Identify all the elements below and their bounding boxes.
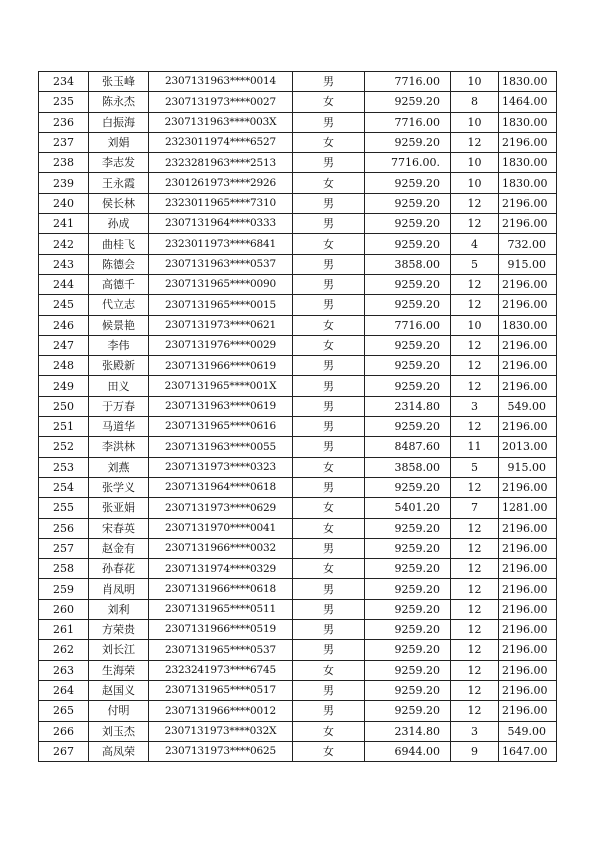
name-cell: 张殿新	[89, 356, 149, 376]
name-cell: 刘娟	[89, 132, 149, 152]
name-cell: 宋春英	[89, 518, 149, 538]
id-number-cell: 2307131965****0537	[149, 640, 293, 660]
table-row	[39, 741, 557, 761]
row-number-cell: 253	[39, 457, 89, 477]
table-row	[39, 112, 557, 132]
row-number-cell: 234	[39, 72, 89, 92]
id-number-cell: 2323011965****7310	[149, 193, 293, 213]
row-number-cell: 258	[39, 559, 89, 579]
id-number-cell: 2307131976****0029	[149, 335, 293, 355]
table-row	[39, 92, 557, 112]
amount-cell: 7716.00	[365, 112, 451, 132]
table-row	[39, 477, 557, 497]
amount-cell: 9259.20	[365, 518, 451, 538]
gender-cell: 男	[293, 112, 365, 132]
table-row	[39, 173, 557, 193]
months-cell: 12	[451, 295, 499, 315]
row-number-cell: 244	[39, 274, 89, 294]
id-number-cell: 2323241973****6745	[149, 660, 293, 680]
name-cell: 王永霞	[89, 173, 149, 193]
amount-cell: 9259.20	[365, 132, 451, 152]
amount-cell: 9259.20	[365, 680, 451, 700]
amount-cell: 9259.20	[365, 559, 451, 579]
id-number-cell: 2307131966****0519	[149, 620, 293, 640]
id-number-cell: 2307131963****0014	[149, 72, 293, 92]
amount-cell: 9259.20	[365, 234, 451, 254]
name-cell: 生海荣	[89, 660, 149, 680]
table-row	[39, 559, 557, 579]
id-number-cell: 2307131965****0015	[149, 295, 293, 315]
table-row	[39, 599, 557, 619]
months-cell: 12	[451, 477, 499, 497]
row-number-cell: 245	[39, 295, 89, 315]
subsidy-cell: 2196.00	[499, 559, 557, 579]
table-row	[39, 579, 557, 599]
amount-cell: 9259.20	[365, 376, 451, 396]
gender-cell: 男	[293, 538, 365, 558]
name-cell: 候景艳	[89, 315, 149, 335]
row-number-cell: 252	[39, 437, 89, 457]
row-number-cell: 267	[39, 741, 89, 761]
id-number-cell: 2323011974****6527	[149, 132, 293, 152]
id-number-cell: 2307131966****0012	[149, 701, 293, 721]
months-cell: 12	[451, 559, 499, 579]
name-cell: 刘长江	[89, 640, 149, 660]
name-cell: 田义	[89, 376, 149, 396]
months-cell: 10	[451, 112, 499, 132]
subsidy-cell: 2196.00	[499, 214, 557, 234]
amount-cell: 3858.00	[365, 254, 451, 274]
subsidy-cell: 1281.00	[499, 498, 557, 518]
name-cell: 孙春花	[89, 559, 149, 579]
amount-cell: 9259.20	[365, 477, 451, 497]
months-cell: 4	[451, 234, 499, 254]
id-number-cell: 2307131963****0537	[149, 254, 293, 274]
id-number-cell: 2307131964****0333	[149, 214, 293, 234]
table-body	[39, 72, 557, 762]
table-row	[39, 193, 557, 213]
months-cell: 10	[451, 72, 499, 92]
subsidy-cell: 2196.00	[499, 132, 557, 152]
gender-cell: 男	[293, 254, 365, 274]
row-number-cell: 247	[39, 335, 89, 355]
id-number-cell: 2307131965****0090	[149, 274, 293, 294]
gender-cell: 男	[293, 437, 365, 457]
subsidy-cell: 2196.00	[499, 640, 557, 660]
gender-cell: 男	[293, 701, 365, 721]
gender-cell: 女	[293, 173, 365, 193]
table-row	[39, 214, 557, 234]
months-cell: 12	[451, 538, 499, 558]
gender-cell: 女	[293, 721, 365, 741]
months-cell: 11	[451, 437, 499, 457]
table-row	[39, 153, 557, 173]
amount-cell: 8487.60	[365, 437, 451, 457]
id-number-cell: 2307131966****0618	[149, 579, 293, 599]
gender-cell: 男	[293, 376, 365, 396]
id-number-cell: 2307131965****001X	[149, 376, 293, 396]
id-number-cell: 2307131963****0055	[149, 437, 293, 457]
name-cell: 李洪林	[89, 437, 149, 457]
row-number-cell: 251	[39, 417, 89, 437]
row-number-cell: 259	[39, 579, 89, 599]
amount-cell: 9259.20	[365, 335, 451, 355]
data-table	[38, 71, 557, 762]
name-cell: 张亚娟	[89, 498, 149, 518]
name-cell: 张玉峰	[89, 72, 149, 92]
table-row	[39, 376, 557, 396]
subsidy-cell: 2196.00	[499, 376, 557, 396]
amount-cell: 7716.00	[365, 315, 451, 335]
name-cell: 陈永杰	[89, 92, 149, 112]
id-number-cell: 2307131965****0511	[149, 599, 293, 619]
row-number-cell: 262	[39, 640, 89, 660]
name-cell: 付明	[89, 701, 149, 721]
id-number-cell: 2307131964****0618	[149, 477, 293, 497]
months-cell: 3	[451, 721, 499, 741]
months-cell: 8	[451, 92, 499, 112]
months-cell: 3	[451, 396, 499, 416]
row-number-cell: 242	[39, 234, 89, 254]
row-number-cell: 255	[39, 498, 89, 518]
table-row	[39, 680, 557, 700]
id-number-cell: 2307131973****0027	[149, 92, 293, 112]
id-number-cell: 2323011973****6841	[149, 234, 293, 254]
name-cell: 孙成	[89, 214, 149, 234]
gender-cell: 男	[293, 640, 365, 660]
amount-cell: 2314.80	[365, 721, 451, 741]
table-row	[39, 315, 557, 335]
row-number-cell: 239	[39, 173, 89, 193]
months-cell: 9	[451, 741, 499, 761]
amount-cell: 7716.00.	[365, 153, 451, 173]
amount-cell: 9259.20	[365, 173, 451, 193]
table-row	[39, 356, 557, 376]
amount-cell: 9259.20	[365, 599, 451, 619]
name-cell: 马道华	[89, 417, 149, 437]
table-row	[39, 72, 557, 92]
row-number-cell: 238	[39, 153, 89, 173]
subsidy-cell: 2196.00	[499, 660, 557, 680]
gender-cell: 女	[293, 498, 365, 518]
table-row	[39, 660, 557, 680]
row-number-cell: 265	[39, 701, 89, 721]
subsidy-cell: 2196.00	[499, 274, 557, 294]
name-cell: 高凤荣	[89, 741, 149, 761]
months-cell: 12	[451, 579, 499, 599]
row-number-cell: 266	[39, 721, 89, 741]
months-cell: 10	[451, 153, 499, 173]
name-cell: 刘利	[89, 599, 149, 619]
gender-cell: 女	[293, 335, 365, 355]
gender-cell: 男	[293, 599, 365, 619]
table-row	[39, 640, 557, 660]
subsidy-cell: 2196.00	[499, 701, 557, 721]
id-number-cell: 2307131973****032X	[149, 721, 293, 741]
id-number-cell: 2307131973****0621	[149, 315, 293, 335]
amount-cell: 9259.20	[365, 356, 451, 376]
subsidy-cell: 2196.00	[499, 579, 557, 599]
amount-cell: 9259.20	[365, 640, 451, 660]
id-number-cell: 2307131970****0041	[149, 518, 293, 538]
row-number-cell: 263	[39, 660, 89, 680]
amount-cell: 3858.00	[365, 457, 451, 477]
months-cell: 12	[451, 356, 499, 376]
gender-cell: 男	[293, 193, 365, 213]
row-number-cell: 237	[39, 132, 89, 152]
amount-cell: 9259.20	[365, 620, 451, 640]
name-cell: 高德千	[89, 274, 149, 294]
table-row	[39, 538, 557, 558]
name-cell: 陈德会	[89, 254, 149, 274]
name-cell: 赵国义	[89, 680, 149, 700]
subsidy-cell: 2196.00	[499, 295, 557, 315]
subsidy-cell: 1464.00	[499, 92, 557, 112]
subsidy-cell: 915.00	[499, 254, 557, 274]
subsidy-cell: 915.00	[499, 457, 557, 477]
subsidy-cell: 2196.00	[499, 538, 557, 558]
subsidy-cell: 549.00	[499, 396, 557, 416]
gender-cell: 女	[293, 315, 365, 335]
id-number-cell: 2307131974****0329	[149, 559, 293, 579]
amount-cell: 9259.20	[365, 295, 451, 315]
months-cell: 12	[451, 335, 499, 355]
row-number-cell: 246	[39, 315, 89, 335]
row-number-cell: 249	[39, 376, 89, 396]
name-cell: 肖凤明	[89, 579, 149, 599]
amount-cell: 9259.20	[365, 214, 451, 234]
subsidy-cell: 1830.00	[499, 72, 557, 92]
gender-cell: 女	[293, 518, 365, 538]
months-cell: 12	[451, 417, 499, 437]
months-cell: 10	[451, 315, 499, 335]
table-row	[39, 620, 557, 640]
name-cell: 方荣贵	[89, 620, 149, 640]
months-cell: 12	[451, 680, 499, 700]
gender-cell: 女	[293, 559, 365, 579]
gender-cell: 女	[293, 660, 365, 680]
gender-cell: 女	[293, 457, 365, 477]
subsidy-cell: 2196.00	[499, 680, 557, 700]
amount-cell: 9259.20	[365, 660, 451, 680]
id-number-cell: 2307131965****0517	[149, 680, 293, 700]
table-row	[39, 335, 557, 355]
row-number-cell: 236	[39, 112, 89, 132]
id-number-cell: 2307131966****0619	[149, 356, 293, 376]
subsidy-cell: 1830.00	[499, 112, 557, 132]
months-cell: 5	[451, 457, 499, 477]
gender-cell: 男	[293, 153, 365, 173]
table-row	[39, 274, 557, 294]
gender-cell: 男	[293, 396, 365, 416]
gender-cell: 男	[293, 680, 365, 700]
amount-cell: 6944.00	[365, 741, 451, 761]
name-cell: 白振海	[89, 112, 149, 132]
months-cell: 5	[451, 254, 499, 274]
months-cell: 12	[451, 274, 499, 294]
gender-cell: 男	[293, 356, 365, 376]
id-number-cell: 2307131963****0619	[149, 396, 293, 416]
row-number-cell: 261	[39, 620, 89, 640]
row-number-cell: 254	[39, 477, 89, 497]
row-number-cell: 241	[39, 214, 89, 234]
id-number-cell: 2307131966****0032	[149, 538, 293, 558]
table-row	[39, 417, 557, 437]
row-number-cell: 257	[39, 538, 89, 558]
subsidy-cell: 2196.00	[499, 193, 557, 213]
table-row	[39, 396, 557, 416]
subsidy-cell: 1647.00	[499, 741, 557, 761]
months-cell: 12	[451, 132, 499, 152]
gender-cell: 女	[293, 741, 365, 761]
subsidy-cell: 2196.00	[499, 335, 557, 355]
amount-cell: 9259.20	[365, 701, 451, 721]
name-cell: 刘燕	[89, 457, 149, 477]
table-row	[39, 295, 557, 315]
amount-cell: 7716.00	[365, 72, 451, 92]
months-cell: 12	[451, 640, 499, 660]
gender-cell: 男	[293, 72, 365, 92]
id-number-cell: 2323281963****2513	[149, 153, 293, 173]
gender-cell: 男	[293, 417, 365, 437]
row-number-cell: 250	[39, 396, 89, 416]
table-row	[39, 518, 557, 538]
months-cell: 12	[451, 620, 499, 640]
gender-cell: 女	[293, 92, 365, 112]
row-number-cell: 248	[39, 356, 89, 376]
months-cell: 12	[451, 660, 499, 680]
id-number-cell: 2307131963****003X	[149, 112, 293, 132]
months-cell: 7	[451, 498, 499, 518]
row-number-cell: 235	[39, 92, 89, 112]
name-cell: 李志发	[89, 153, 149, 173]
row-number-cell: 260	[39, 599, 89, 619]
gender-cell: 女	[293, 132, 365, 152]
months-cell: 12	[451, 214, 499, 234]
months-cell: 12	[451, 518, 499, 538]
table-row	[39, 457, 557, 477]
name-cell: 曲桂飞	[89, 234, 149, 254]
amount-cell: 9259.20	[365, 274, 451, 294]
table-row	[39, 437, 557, 457]
row-number-cell: 243	[39, 254, 89, 274]
subsidy-cell: 2013.00	[499, 437, 557, 457]
subsidy-cell: 732.00	[499, 234, 557, 254]
name-cell: 张学义	[89, 477, 149, 497]
id-number-cell: 2301261973****2926	[149, 173, 293, 193]
id-number-cell: 2307131973****0629	[149, 498, 293, 518]
subsidy-cell: 1830.00	[499, 315, 557, 335]
subsidy-cell: 2196.00	[499, 477, 557, 497]
gender-cell: 男	[293, 579, 365, 599]
table-row	[39, 234, 557, 254]
subsidy-cell: 1830.00	[499, 173, 557, 193]
gender-cell: 男	[293, 295, 365, 315]
amount-cell: 9259.20	[365, 538, 451, 558]
months-cell: 12	[451, 376, 499, 396]
amount-cell: 9259.20	[365, 193, 451, 213]
name-cell: 代立志	[89, 295, 149, 315]
months-cell: 12	[451, 599, 499, 619]
subsidy-cell: 1830.00	[499, 153, 557, 173]
id-number-cell: 2307131973****0625	[149, 741, 293, 761]
gender-cell: 男	[293, 620, 365, 640]
row-number-cell: 264	[39, 680, 89, 700]
id-number-cell: 2307131965****0616	[149, 417, 293, 437]
id-number-cell: 2307131973****0323	[149, 457, 293, 477]
amount-cell: 2314.80	[365, 396, 451, 416]
amount-cell: 5401.20	[365, 498, 451, 518]
gender-cell: 男	[293, 274, 365, 294]
table-row	[39, 701, 557, 721]
subsidy-cell: 549.00	[499, 721, 557, 741]
table-row	[39, 132, 557, 152]
amount-cell: 9259.20	[365, 579, 451, 599]
months-cell: 12	[451, 193, 499, 213]
subsidy-cell: 2196.00	[499, 599, 557, 619]
subsidy-cell: 2196.00	[499, 518, 557, 538]
gender-cell: 男	[293, 214, 365, 234]
months-cell: 12	[451, 701, 499, 721]
gender-cell: 女	[293, 234, 365, 254]
name-cell: 李伟	[89, 335, 149, 355]
row-number-cell: 240	[39, 193, 89, 213]
gender-cell: 男	[293, 477, 365, 497]
row-number-cell: 256	[39, 518, 89, 538]
amount-cell: 9259.20	[365, 417, 451, 437]
name-cell: 于万春	[89, 396, 149, 416]
name-cell: 刘玉杰	[89, 721, 149, 741]
table-row	[39, 721, 557, 741]
name-cell: 侯长林	[89, 193, 149, 213]
name-cell: 赵金有	[89, 538, 149, 558]
subsidy-cell: 2196.00	[499, 356, 557, 376]
subsidy-cell: 2196.00	[499, 620, 557, 640]
amount-cell: 9259.20	[365, 92, 451, 112]
table-row	[39, 498, 557, 518]
table-row	[39, 254, 557, 274]
subsidy-cell: 2196.00	[499, 417, 557, 437]
months-cell: 10	[451, 173, 499, 193]
